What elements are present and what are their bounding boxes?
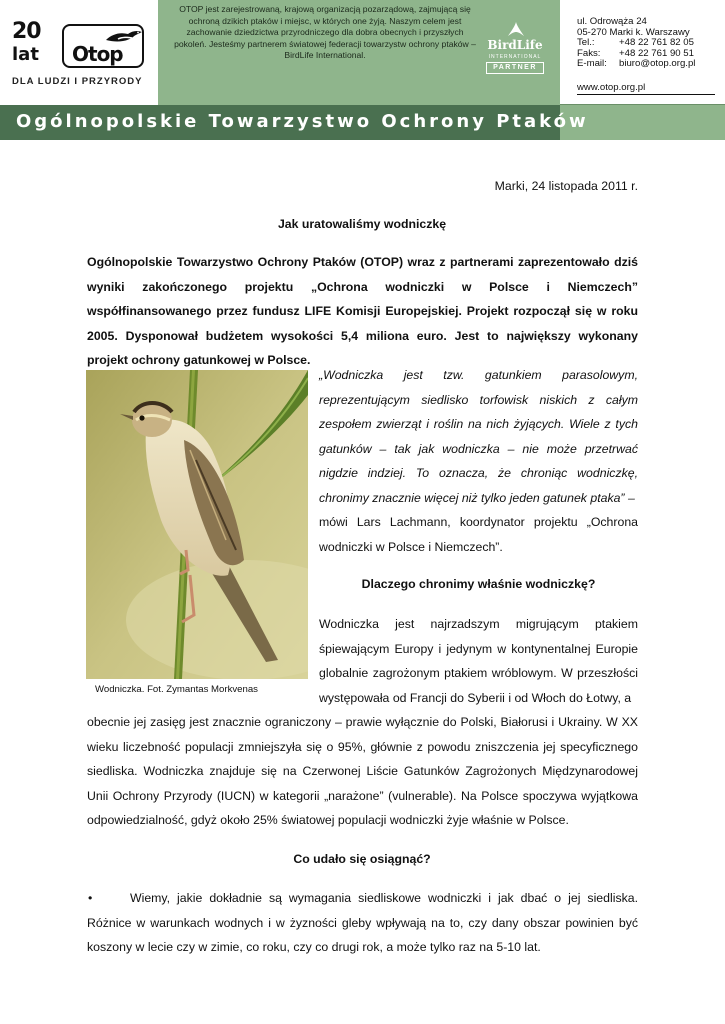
quote-attribution: mówi Lars Lachmann, koordynator projektu „Ochrona wodniczki w Polsce i Niemczech”.	[319, 515, 638, 554]
contact-email-row	[577, 59, 695, 70]
lead-paragraph: Ogólnopolskie Towarzystwo Ochrony Ptaków (OTOP) wraz z partnerami zaprezentowało dziś wyniki zakończonego projektu „Ochrona wodniczki w Polsce i Niemczech” współfinansowanego przez fundusz LIFE Komisji Europejskiej. Projekt rozpoczął się w roku 2005. Dysponował budżetem wysokości 5,4 miliona euro. Jest to największy wykonany projekt ochrony gatunkowej w Polsce.	[87, 255, 638, 367]
aquatic-warbler-photo	[86, 370, 308, 679]
section1-paragraph-part1: Wodniczka jest najrzadszym migrującym ptakiem śpiewającym Europy i jedynym w kontynentalnej Europie globalnie zagrożonym ptakiem wróblowym. W przeszłości występowała od Francji do Syberii i od Włoch do Łotwy, a	[319, 617, 638, 705]
birdlife-bird-icon	[506, 22, 526, 38]
website-link[interactable]: www.otop.org.pl	[577, 82, 646, 93]
photo-caption: Wodniczka. Fot. Zymantas Morkvenas	[95, 684, 258, 695]
contact-email-label: E-mail:	[577, 58, 607, 70]
birdlife-partner-badge: PARTNER	[486, 62, 544, 74]
bullet-item-habitat: Wiemy, jakie dokładnie są wymagania siedliskowe wodniczki i jak dbać o jej siedliska. Różnice w warunkach wodnych i w żyzności gleby wpływają na to, czy dany obszar powinien być koszony w lecie czy w zimie, co roku, czy co drugi rok, a może tylko raz na 5-10 lat.	[87, 891, 638, 954]
document-date: Marki, 24 listopada 2011 r.	[494, 179, 638, 193]
quote-paragraph: „Wodniczka jest tzw. gatunkiem parasolowym, reprezentującym siedlisko torfowisk niskich z całym zespołem zwierząt i roślin na nich żyjących. Wiele z tych gatunków – tak jak wodniczka – nie może przetrwać nigdzie indziej. To oznacza, że chroniąc wodniczkę, chronimy znacznie więcej niż tylko jeden gatunek ptaka” –	[319, 368, 638, 505]
document-heading: Jak uratowaliśmy wodniczkę	[277, 217, 447, 231]
logo-anniversary-number: 20	[12, 19, 41, 44]
contact-block	[577, 17, 695, 70]
birdlife-partner-logo	[484, 22, 546, 78]
bird-icon	[104, 28, 144, 46]
contact-email-link[interactable]: biuro@otop.org.pl	[619, 58, 696, 70]
contact-tel: +48 22 761 82 05	[619, 37, 694, 49]
section1-paragraph-part2: obecnie jej zasięg jest znacznie ograniczony – prawie wyłącznie do Polski, Białorusi i Ukrainy. W XX wieku liczebność populacji zmniejszyła się o 95%, głównie z powodu zniszczenia jej specyficznego siedliska. Wodniczka znajduje się na Czerwonej Liście Gatunków Zagrożonych Międzynarodowej Unii Ochrony Przyrody (IUCN) w kategorii „narażone” (vulnerable). Na Polsce spoczywa wyjątkowa odpowiedzialność, gdyż około 25% światowej populacji wodniczki żyje właśnie w Polsce.	[87, 715, 638, 827]
contact-city: 05-270 Marki k. Warszawy	[577, 26, 690, 38]
bullet-marker: •	[88, 891, 93, 905]
tagline: DLA LUDZI I PRZYRODY	[12, 76, 143, 87]
website-divider	[577, 94, 715, 95]
birdlife-name: BirdLife	[487, 38, 543, 52]
contact-fax-label: Faks:	[577, 47, 601, 59]
contact-street: ul. Odrowąża 24	[577, 16, 647, 27]
org-title: Ogólnopolskie Towarzystwo Ochrony Ptaków	[16, 111, 589, 132]
logo-otop-text: Otop	[72, 42, 123, 66]
section-heading-achievements: Co udało się osiągnąć?	[293, 852, 431, 866]
contact-tel-label: Tel.:	[577, 37, 595, 49]
logo-otop-frame	[62, 24, 144, 68]
organization-description: OTOP jest zarejestrowaną, krajową organizacją pozarządową, zajmującą się ochroną dzikich ptaków i miejsc, w których one żyją. Naszym celem jest zachowanie dziedzictwa przyrodniczego dla dobra obecnych i przyszłych pokoleń. Jesteśmy partnerem światowej federacji towarzystw ochrony ptaków – BirdLife International.	[174, 4, 476, 61]
section-heading-why: Dlaczego chronimy właśnie wodniczkę?	[361, 577, 596, 591]
birdlife-international: INTERNATIONAL	[488, 54, 542, 60]
logo-anniversary-word: lat	[12, 44, 39, 65]
contact-fax: +48 22 761 90 51	[619, 47, 694, 59]
otop-20-years-logo	[12, 19, 146, 70]
header-divider	[560, 104, 725, 105]
